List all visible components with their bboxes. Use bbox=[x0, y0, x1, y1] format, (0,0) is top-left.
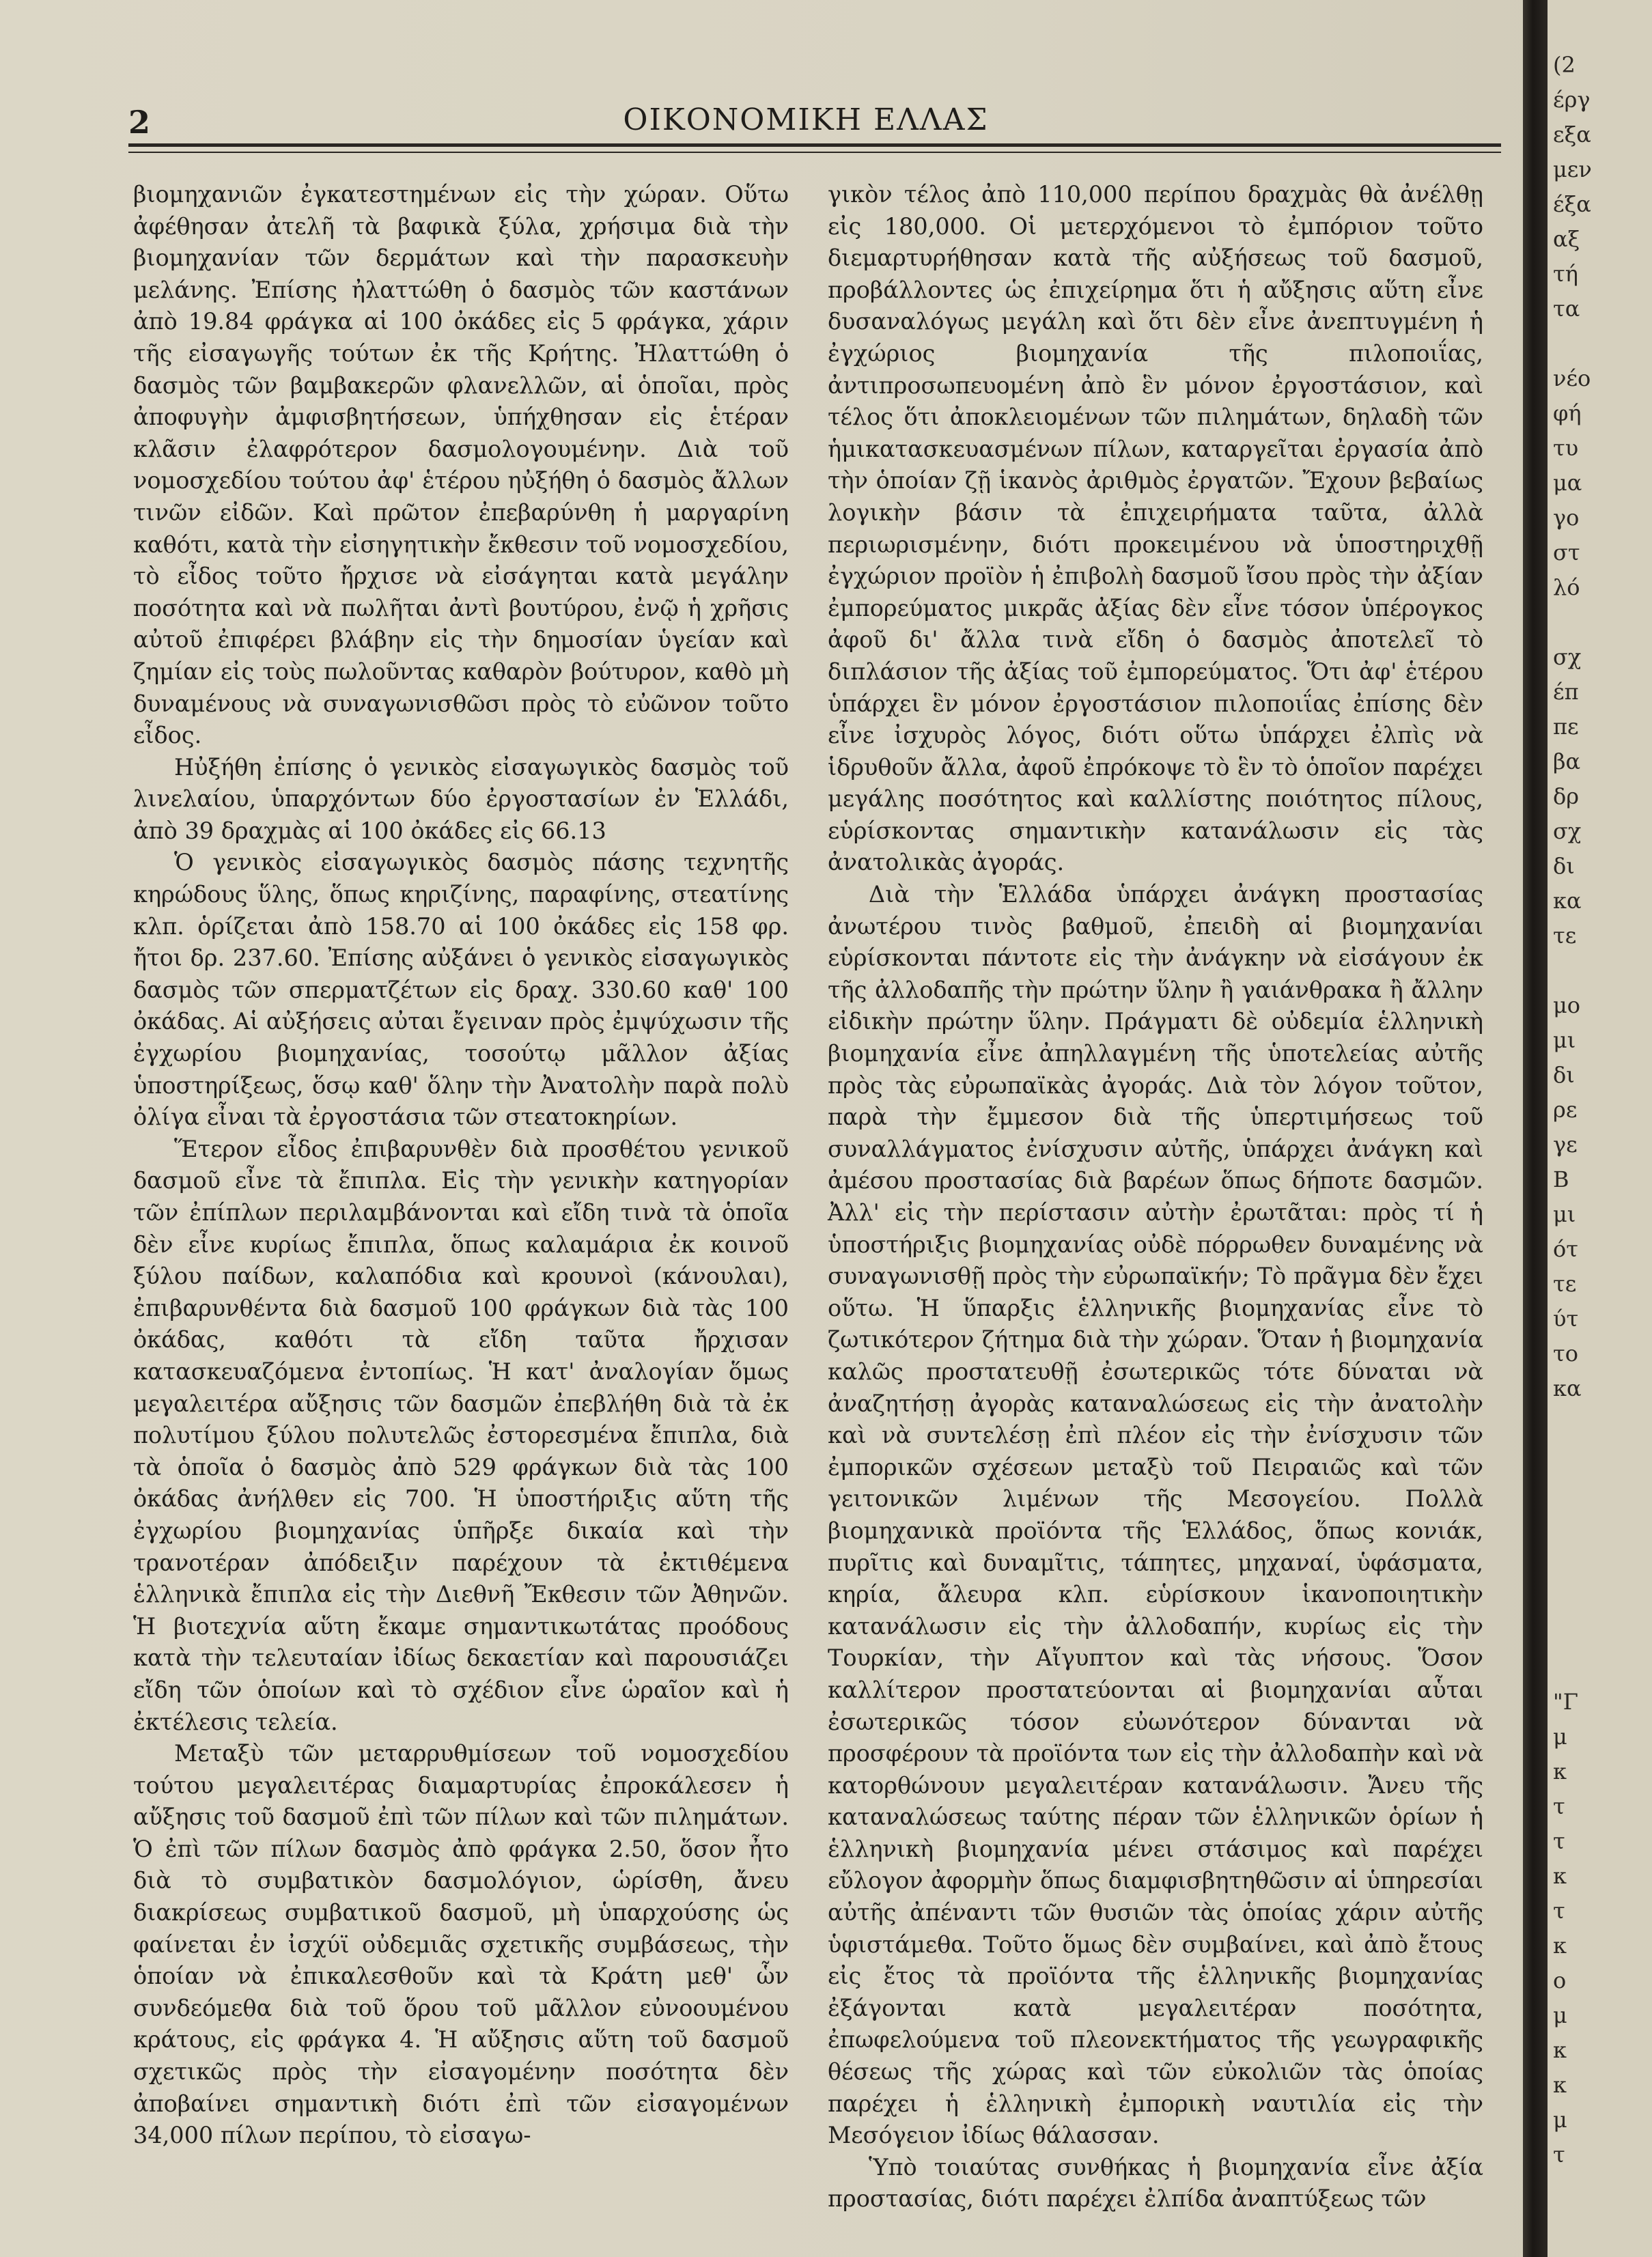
paragraph: Ὁ γενικὸς εἰσαγωγικὸς δασμὸς πάσης τεχνητῆς κηρώδους ὕλης, ὅπως κηριζίνης, παραφίνης, στεατίνης κλπ. ὁρίζεται ἀπὸ 158.70 αἱ 100 ὀκάδες εἰς 158 φρ. ἤτοι δρ. 237.60. Ἐπίσης αὐξάνει ὁ γενικὸς εἰσαγωγικὸς δασμὸς τῶν σπερματζέτων εἰς δραχ. 330.60 καθ' 100 ὀκάδας. Αἱ αὐξήσεις αὐται ἔγειναν πρὸς ἐμψύχωσιν τῆς ἐγχωρίου βιομηχανίας, τοσούτῳ μᾶλλον ἀξίας ὑποστηρίξεως, ὅσῳ καθ' ὅλην τὴν Ἀνατολὴν παρὰ πολὺ ὀλίγα εἶναι τὰ ἐργοστάσια τῶν στεατοκηρίων. bbox=[133, 849, 789, 1131]
paragraph-continued: βιομηχανιῶν ἐγκατεστημένων εἰς τὴν χώραν. Οὕτω ἀφέθησαν ἀτελῆ τὰ βαφικὰ ξύλα, χρήσιμα διὰ τὴν βιομηχανίαν τῶν δερμάτων καὶ τὴν παρασκευὴν μελάνης. Ἐπίσης ἠλαττώθη ὁ δασμὸς τῶν καστάνων ἀπὸ 19.84 φράγκα αἱ 100 ὀκάδες εἰς 5 φράγκα, χάριν τῆς εἰσαγωγῆς τούτων ἐκ τῆς Κρήτης. Ἠλαττώθη ὁ δασμὸς τῶν βαμβακερῶν φλανελλῶν, αἱ ὁποῖαι, πρὸς ἀποφυγὴν ἀμφισβητήσεων, ὑπήχθησαν εἰς ἑτέραν κλᾶσιν ἐλαφρότερον δασμολογουμένην. Διὰ τοῦ νομοσχεδίου τούτου ἀφ' ἑτέρου ηὐξήθη ὁ δασμὸς ἄλλων τινῶν εἰδῶν. Καὶ πρῶτον ἐπεβαρύνθη ἡ μαργαρίνη καθότι, κατὰ τὴν εἰσηγητικὴν ἔκθεσιν τοῦ νομοσχεδίου, τὸ εἶδος τοῦτο ἤρχισε νὰ εἰσάγηται κατὰ μεγάλην ποσότητα καὶ νὰ πωλῆται ἀντὶ βουτύρου, ἐνῷ ἡ χρῆσις αὐτοῦ ἐπιφέρει βλάβην εἰς τὴν δημοσίαν ὑγείαν καὶ ζημίαν εἰς τοὺς πωλοῦντας καθαρὸν βούτυρον, καθὸ μὴ δυναμένους νὰ συναγωνισθῶσι πρὸς τὸ εὐῶνον τοῦτο εἶδος. bbox=[133, 181, 789, 749]
book-gutter bbox=[1523, 0, 1548, 2257]
header-rule-thick bbox=[128, 143, 1501, 147]
header-rule-thin bbox=[128, 152, 1501, 153]
paragraph: Διὰ τὴν Ἑλλάδα ὑπάρχει ἀνάγκη προστασίας ἀνωτέρου τινὸς βαθμοῦ, ἐπειδὴ αἱ βιομηχανίαι εὑρίσκονται πάντοτε εἰς τὴν ἀνάγκην νὰ εἰσάγουν ἐκ τῆς ἀλλοδαπῆς τὴν πρώτην ὕλην ἢ γαιάνθρακα ἢ ἄλλην εἰδικὴν πρώτην ὕλην. Πράγματι δὲ οὐδεμία ἑλληνικὴ βιομηχανία εἶνε ἀπηλλαγμένη τῆς ὑποτελείας αὐτῆς πρὸς τὰς εὐρωπαϊκὰς ἀγοράς. Διὰ τὸν λόγον τοῦτον, παρὰ τὴν ἔμμεσον διὰ τῆς ὑπερτιμήσεως τοῦ συναλλάγματος ἐνίσχυσιν αὐτῆς, ὑπάρχει ἀνάγκη καὶ ἀμέσου προστασίας διὰ βαρέων ὅπως δήποτε δασμῶν. Ἀλλ' εἰς τὴν περίστασιν αὐτὴν ἐρωτᾶται: πρὸς τί ἡ ὑποστήριξις βιομηχανίας οὐδὲ πόρρωθεν δυναμένης νὰ συναγωνισθῇ πρὸς τὴν εὐρωπαϊκήν; Τὸ πρᾶγμα δὲν ἔχει οὕτω. Ἡ ὕπαρξις ἑλληνικῆς βιομηχανίας εἶνε τὸ ζωτικότερον ζήτημα διὰ τὴν χώραν. Ὅταν ἡ βιομηχανία καλῶς προστατευθῇ ἐσωτερικῶς τότε δύναται νὰ ἀναζητήσῃ ἀγορὰς καταναλώσεως εἰς τὴν ἀνατολὴν καὶ νὰ συντελέσῃ ἐπὶ πλέον εἰς τὴν ἐνίσχυσιν τῶν ἐμπορικῶν σχέσεων μεταξὺ τοῦ Πειραιῶς καὶ τῶν γειτονικῶν λιμένων τῆς Μεσογείου. Πολλὰ βιομηχανικὰ προϊόντα τῆς Ἑλλάδος, ὅπως κονιάκ, πυρῖτις καὶ δυναμῖτις, τάπητες, μηχαναί, ὑφάσματα, κηρία, ἄλευρα κλπ. εὑρίσκουν ἱκανοποιητικὴν κατανάλωσιν εἰς τὴν ἀλλοδαπήν, κυρίως εἰς τὴν Τουρκίαν, τὴν Αἴγυπτον καὶ τὰς νήσους. Ὅσον καλλίτερον προστατεύονται αἱ βιομηχανίαι αὗται ἐσωτερικῶς τόσον εὐωνότερον δύνανται νὰ προσφέρουν τὰ προϊόντα των εἰς τὴν ἀλλοδαπὴν καὶ νὰ κατορθώνουν μεγαλειτέραν κατανάλωσιν. Ἄνευ τῆς καταναλώσεως ταύτης πέραν τῶν ἑλληνικῶν ὁρίων ἡ ἑλληνικὴ βιομηχανία μένει στάσιμος καὶ παρέχει εὔλογον ἀφορμὴν ὅπως διαμφισβητηθῶσιν αἱ ὑπηρεσίαι αὐτῆς ἀπέναντι τῶν θυσιῶν τὰς ὁποίας χάριν αὐτῆς ὑφιστάμεθα. Τοῦτο ὅμως δὲν συμβαίνει, καὶ ἀπὸ ἔτους εἰς ἔτος τὰ προϊόντα τῆς ἑλληνικῆς βιομηχανίας ἐξάγονται κατὰ μεγαλειτέραν ποσότητα, ἐπωφελούμενα τοῦ πλεονεκτήματος τῆς γεωγραφικῆς θέσεως τῆς χώρας καὶ τῶν εὐκολιῶν τὰς ὁποίας παρέχει ἡ ἑλληνικὴ ἐμπορικὴ ναυτιλία εἰς τὴν Μεσόγειον ἰδίως θάλασσαν. bbox=[828, 881, 1483, 2149]
paragraph: Ἕτερον εἶδος ἐπιβαρυνθὲν διὰ προσθέτου γενικοῦ δασμοῦ εἶνε τὰ ἔπιπλα. Εἰς τὴν γενικὴν κατηγορίαν τῶν ἐπίπλων περιλαμβάνονται καὶ εἴδη τινὰ τὰ ὁποῖα δὲν εἶνε κυρίως ἔπιπλα, ὅπως καλαμάρια ἐκ κοινοῦ ξύλου παίδων, καλαπόδια καὶ κρουνοὶ (κάνουλαι), ἐπιβαρυνθέντα διὰ δασμοῦ 100 φράγκων διὰ τὰς 100 ὀκάδας, καθότι τὰ εἴδη ταῦτα ἤρχισαν κατασκευαζόμενα ἐντοπίως. Ἡ κατ' ἀναλογίαν ὅμως μεγαλειτέρα αὔξησις τῶν δασμῶν ἐπεβλήθη διὰ τὰ ἐκ πολυτίμου ξύλου πολυτελῶς ἐστορεσμένα ἔπιπλα, διὰ τὰ ὁποῖα ὁ δασμὸς ἀπὸ 529 φράγκων διὰ τὰς 100 ὀκάδας ἀνήλθεν εἰς 700. Ἡ ὑποστήριξις αὕτη τῆς ἐγχωρίου βιομηχανίας ὑπῆρξε δικαία καὶ τὴν τρανοτέραν ἀπόδειξιν παρέχουν τὰ ἐκτιθέμενα ἑλληνικὰ ἔπιπλα εἰς τὴν Διεθνῆ Ἔκθεσιν τῶν Ἀθηνῶν. Ἡ βιοτεχνία αὕτη ἔκαμε σημαντικωτάτας προόδους κατὰ τὴν τελευταίαν ἰδίως δεκαετίαν καὶ παρουσιάζει εἴδη τῶν ὁποίων καὶ τὸ σχέδιον εἶνε ὡραῖον καὶ ἡ ἐκτέλεσις τελεία. bbox=[133, 1135, 789, 1735]
paragraph: Ηὐξήθη ἐπίσης ὁ γενικὸς εἰσαγωγικὸς δασμὸς τοῦ λινελαίου, ὑπαρχόντων δύο ἐργοστασίων ἐν Ἑλλάδι, ἀπὸ 39 δραχμὰς αἱ 100 ὀκάδες εἰς 66.13 bbox=[133, 753, 789, 844]
running-head-title: ΟΙΚΟΝΟΜΙΚΗ ΕΛΛΑΣ bbox=[623, 102, 989, 137]
paragraph-continued: γικὸν τέλος ἀπὸ 110,000 περίπου δραχμὰς θὰ ἀνέλθῃ εἰς 180,000. Οἱ μετερχόμενοι τὸ ἐμπόριον τοῦτο διεμαρτυρήθησαν κατὰ τῆς αὐξήσεως τοῦ δασμοῦ, προβάλλοντες ὡς ἐπιχείρημα ὅτι ἡ αὔξησις αὕτη εἶνε δυσαναλόγως μεγάλη καὶ ὅτι δὲν εἶνε ἀνεπτυγμένη ἡ ἐγχώριος βιομηχανία τῆς πιλοποιΐας, ἀντιπροσωπευομένη ἀπὸ ἓν μόνον ἐργοστάσιον, καὶ τέλος ὅτι ἀποκλειομένων τῶν πιλημάτων, δηλαδὴ τῶν ἡμικατασκευασμένων πίλων, καταργεῖται ἐργασία ἀπὸ τὴν ὁποίαν ζῇ ἱκανὸς ἀριθμὸς ἐργατῶν. Ἔχουν βεβαίως λογικὴν βάσιν τὰ ἐπιχειρήματα ταῦτα, ἀλλὰ περιωρισμένην, διότι προκειμένου νὰ ὑποστηριχθῇ ἐγχώριον προϊὸν ἡ ἐπιβολὴ δασμοῦ ἴσου πρὸς τὴν ἀξίαν ἐμπορεύματος μικρᾶς ἀξίας δὲν εἶνε τόσον ὑπέρογκος ἀφοῦ δι' ἄλλα τινὰ εἴδη ὁ δασμὸς ἀποτελεῖ τὸ διπλάσιον τῆς ἀξίας τοῦ ἐμπορεύματος. Ὅτι ἀφ' ἑτέρου ὑπάρχει ἓν μόνον ἐργοστάσιον πιλοποιΐας ἐπίσης δὲν εἶνε ἰσχυρὸς λόγος, διότι οὕτω ὑπάρχει ἐλπὶς νὰ ἱδρυθοῦν ἄλλα, ἀφοῦ ἐπρόκοψε τὸ ἓν τὸ ὁποῖον παρέχει μεγάλης ποσότητος καὶ καλλίστης ποιότητος πίλους, εὑρίσκοντας σημαντικὴν κατανάλωσιν εἰς τὰς ἀνατολικὰς ἀγοράς. bbox=[828, 181, 1483, 876]
right-column bbox=[828, 179, 1483, 2215]
paragraph: Μεταξὺ τῶν μεταρρυθμίσεων τοῦ νομοσχεδίου τούτου μεγαλειτέρας διαμαρτυρίας ἐπροκάλεσεν ἡ αὔξησις τοῦ δασμοῦ ἐπὶ τῶν πίλων καὶ τῶν πιλημάτων. Ὁ ἐπὶ τῶν πίλων δασμὸς ἀπὸ φράγκα 2.50, ὅσον ἦτο διὰ τὸ συμβατικὸν δασμολόγιον, ὡρίσθη, ἄνευ διακρίσεως συμβατικοῦ δασμοῦ, μὴ ὑπαρχούσης ὡς φαίνεται ἐν ἰσχύϊ οὐδεμιᾶς σχετικῆς συμβάσεως, τὴν ὁποίαν νὰ ἐπικαλεσθοῦν καὶ τὰ Κράτη μεθ' ὧν συνδεόμεθα διὰ τοῦ ὅρου τοῦ μᾶλλον εὐνοουμένου κράτους, εἰς φράγκα 4. Ἡ αὔξησις αὕτη τοῦ δασμοῦ σχετικῶς πρὸς τὴν εἰσαγομένην ποσότητα δὲν ἀποβαίνει σημαντικὴ διότι ἐπὶ τῶν εἰσαγομένων 34,000 πίλων περίπου, τὸ εἰσαγω- bbox=[133, 1740, 789, 2149]
facing-page-edge bbox=[1548, 0, 1652, 2257]
left-column bbox=[133, 179, 789, 2152]
facing-page-text-fragment: (2 έργ εξα μεν έξα αξ τή τα νέο φή τυ μα γο στ λό σχ έπ πε βα δρ σχ δι κα τε μο μι δι ρε γε Β μι ότ τε ύτ το κα "Γ μ κ τ τ κ τ κ ο μ κ κ μ τ bbox=[1553, 52, 1592, 2168]
page-number: 2 bbox=[128, 104, 151, 141]
paragraph: Ὑπὸ τοιαύτας συνθήκας ἡ βιομηχανία εἶνε ἀξία προστασίας, διότι παρέχει ἐλπίδα ἀναπτύξεως τῶν bbox=[828, 2153, 1483, 2213]
